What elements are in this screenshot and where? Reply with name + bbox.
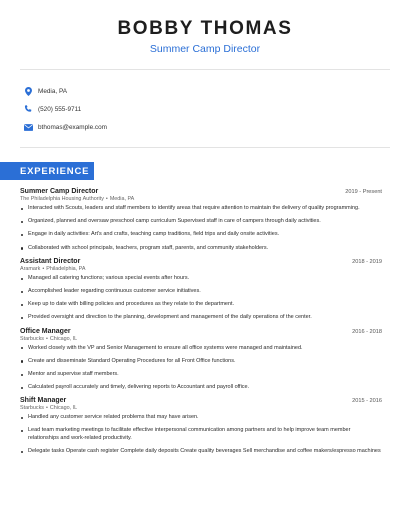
experience-list — [20, 188, 382, 461]
job-location: Media, PA — [109, 196, 135, 202]
list-item: Accomplished leader regarding continuous customer service initiatives. — [20, 288, 382, 296]
candidate-name: BOBBY THOMAS — [117, 18, 293, 39]
list-item: Organized, planned and oversaw preschool camp curriculum Supervised staff in care of campers through daily activities. — [20, 218, 382, 226]
job-dates: 2015 - 2016 — [352, 398, 382, 405]
job-company: Starbucks — [20, 405, 44, 412]
job-title: Assistant Director — [20, 257, 81, 265]
job-bullets — [20, 414, 382, 456]
job-bullets — [20, 275, 382, 322]
job-dates: 2016 - 2018 — [352, 328, 382, 335]
job-organization: Aramark • Philadelphia, PA — [20, 265, 86, 272]
candidate-title: Summer Camp Director — [149, 43, 261, 55]
job-title: Office Manager — [20, 327, 71, 335]
job-bullets — [20, 345, 382, 392]
contact-phone — [22, 100, 107, 118]
phone-icon — [22, 103, 34, 115]
contact-location-text: Media, PA — [38, 87, 68, 95]
job-company: The Philadelphia Housing Authority — [20, 196, 104, 202]
list-item: Engage in daily activities: Art's and crafts, teaching camp traditions, field trips and daily onsite activities. — [20, 231, 382, 239]
list-item: Handled any customer service related problems that may have arisen. — [20, 414, 382, 422]
list-item: Create and disseminate Standard Operating Procedures for all Front Office functions. — [20, 358, 382, 366]
job-entry — [20, 328, 382, 392]
list-item: Lead team marketing meetings to facilitate effective interpersonal communication among partners and to help improve team member relationships and work-related productivity. — [20, 427, 382, 442]
job-dates: 2019 - Present — [345, 189, 382, 195]
list-item: Collaborated with school principals, teachers, program staff, parents, and community stakeholders. — [20, 245, 382, 253]
list-item: Keep up to date with billing policies and procedures as they relate to the department. — [20, 301, 382, 309]
job-entry — [20, 258, 382, 322]
job-entry — [20, 188, 382, 252]
job-location: Chicago, IL — [49, 405, 78, 412]
job-dates: 2018 - 2019 — [352, 258, 382, 265]
list-item: Worked closely with the VP and Senior Management to ensure all office systems were managed and maintained. — [20, 345, 382, 353]
contact-divider — [20, 147, 390, 148]
job-organization: The Philadelphia Housing Authority • Media, PA — [20, 196, 135, 202]
contact-email — [22, 118, 107, 136]
job-company: Aramark — [20, 265, 41, 272]
list-item: Mentor and supervise staff members. — [20, 371, 382, 379]
experience-heading: EXPERIENCE — [0, 162, 94, 180]
resume-header — [0, 0, 410, 56]
list-item: Interacted with Scouts, leaders and staff members to identify areas that require attention to maintain the delivery of quality programming. — [20, 205, 382, 213]
contact-location — [22, 82, 107, 100]
job-company: Starbucks — [20, 335, 44, 342]
job-title: Shift Manager — [20, 397, 67, 405]
list-item: Managed all catering functions; various special events after hours. — [20, 275, 382, 283]
list-item: Delegate tasks Operate cash register Complete daily deposits Create quality beverages Sell merchandise and coffee makers/espresso machines — [20, 448, 382, 456]
job-bullets — [20, 205, 382, 252]
contact-list — [22, 82, 107, 136]
job-organization: Starbucks • Chicago, IL — [20, 335, 78, 342]
header-divider — [20, 69, 390, 70]
list-item: Provided oversight and direction to the planning, development and management of the daily operations of the center. — [20, 314, 382, 322]
contact-phone-text: (520) 555-9711 — [38, 105, 82, 113]
list-item: Calculated payroll accurately and timely, delivering reports to Accountant and payroll office. — [20, 384, 382, 392]
job-organization: Starbucks • Chicago, IL — [20, 405, 78, 412]
job-title: Summer Camp Director — [20, 188, 99, 195]
job-entry — [20, 397, 382, 456]
email-icon — [22, 121, 34, 133]
job-location: Chicago, IL — [49, 335, 78, 342]
contact-email-text: bthomas@example.com — [38, 123, 108, 131]
location-pin-icon — [22, 85, 34, 97]
job-location: Philadelphia, PA — [46, 265, 86, 272]
